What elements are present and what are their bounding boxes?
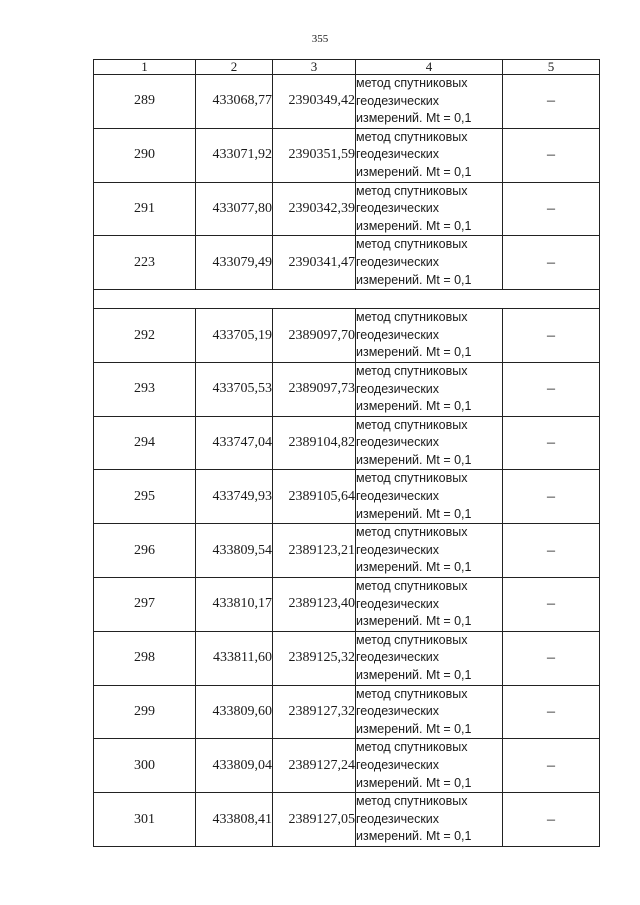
method-cell xyxy=(356,362,503,416)
column-header: 2 xyxy=(196,60,273,75)
column-5-value: – xyxy=(503,685,600,739)
table-row xyxy=(94,524,600,578)
method-line-2: геодезических xyxy=(356,381,440,396)
column-5-value: – xyxy=(503,416,600,470)
coordinate-y: 2389127,05 xyxy=(273,793,356,847)
separator-row xyxy=(94,290,600,309)
method-line-1: метод спутниковых xyxy=(356,183,468,198)
coordinate-x: 433705,19 xyxy=(196,309,273,363)
column-5-value: – xyxy=(503,236,600,290)
method-line-3: измерений. Mt = 0,1 xyxy=(356,345,472,360)
method-cell xyxy=(356,182,503,236)
method-line-3: измерений. Mt = 0,1 xyxy=(356,506,472,521)
method-line-3: измерений. Mt = 0,1 xyxy=(356,721,472,736)
table-row xyxy=(94,578,600,632)
method-line-2: геодезических xyxy=(356,93,440,108)
method-cell xyxy=(356,75,503,129)
method-line-1: метод спутниковых xyxy=(356,632,468,647)
header-row xyxy=(94,60,600,75)
table-row xyxy=(94,182,600,236)
point-number: 297 xyxy=(94,578,196,632)
coordinate-y: 2389097,70 xyxy=(273,309,356,363)
coordinate-y: 2389125,32 xyxy=(273,631,356,685)
method-line-2: геодезических xyxy=(356,704,440,719)
table-row xyxy=(94,236,600,290)
method-line-1: метод спутниковых xyxy=(356,471,468,486)
method-cell xyxy=(356,309,503,363)
coordinate-x: 433810,17 xyxy=(196,578,273,632)
method-line-3: измерений. Mt = 0,1 xyxy=(356,560,472,575)
coordinate-y: 2390342,39 xyxy=(273,182,356,236)
method-cell xyxy=(356,524,503,578)
method-cell xyxy=(356,739,503,793)
coordinate-y: 2389104,82 xyxy=(273,416,356,470)
point-number: 291 xyxy=(94,182,196,236)
page-number: 355 xyxy=(311,33,329,45)
method-line-3: измерений. Mt = 0,1 xyxy=(356,668,472,682)
column-5-value: – xyxy=(503,309,600,363)
coordinate-x: 433068,77 xyxy=(196,75,273,129)
coordinate-y: 2389123,21 xyxy=(273,524,356,578)
table-row xyxy=(94,631,600,685)
separator-cell xyxy=(94,290,600,309)
point-number: 299 xyxy=(94,685,196,739)
method-line-1: метод спутниковых xyxy=(356,794,468,809)
table-row xyxy=(94,75,600,129)
method-line-1: метод спутниковых xyxy=(356,686,468,701)
coordinate-x: 433071,92 xyxy=(196,128,273,182)
method-line-2: геодезических xyxy=(356,811,440,826)
point-number: 293 xyxy=(94,362,196,416)
method-line-3: измерений. Mt = 0,1 xyxy=(356,272,472,287)
coordinate-x: 433077,80 xyxy=(196,182,273,236)
point-number: 296 xyxy=(94,524,196,578)
column-header: 1 xyxy=(94,60,196,75)
method-line-3: измерений. Mt = 0,1 xyxy=(356,614,472,629)
point-number: 223 xyxy=(94,236,196,290)
coordinate-x: 433809,60 xyxy=(196,685,273,739)
column-header: 3 xyxy=(273,60,356,75)
method-cell xyxy=(356,631,503,685)
method-line-2: геодезических xyxy=(356,542,440,557)
method-cell xyxy=(356,416,503,470)
coordinate-x: 433747,04 xyxy=(196,416,273,470)
point-number: 289 xyxy=(94,75,196,129)
point-number: 301 xyxy=(94,793,196,847)
point-number: 300 xyxy=(94,739,196,793)
method-line-2: геодезических xyxy=(356,435,440,450)
coordinate-y: 2390351,59 xyxy=(273,128,356,182)
column-header: 5 xyxy=(503,60,600,75)
column-5-value: – xyxy=(503,362,600,416)
column-5-value: – xyxy=(503,75,600,129)
method-line-1: метод спутниковых xyxy=(356,310,468,325)
coordinate-x: 433705,53 xyxy=(196,362,273,416)
method-line-1: метод спутниковых xyxy=(356,417,468,432)
column-5-value: – xyxy=(503,631,600,685)
coordinate-x: 433809,04 xyxy=(196,739,273,793)
method-cell xyxy=(356,685,503,739)
method-line-2: геодезических xyxy=(356,147,440,162)
table-row xyxy=(94,685,600,739)
method-line-1: метод спутниковых xyxy=(356,363,468,378)
method-line-2: геодезических xyxy=(356,489,440,504)
method-cell xyxy=(356,578,503,632)
method-line-3: измерений. Mt = 0,1 xyxy=(356,164,472,179)
method-line-3: измерений. Mt = 0,1 xyxy=(356,111,472,126)
table-row xyxy=(94,793,600,847)
method-line-2: геодезических xyxy=(356,596,440,611)
method-line-2: геодезических xyxy=(356,650,440,665)
column-5-value: – xyxy=(503,524,600,578)
method-cell xyxy=(356,793,503,847)
method-line-2: геодезических xyxy=(356,201,440,216)
point-number: 290 xyxy=(94,128,196,182)
coordinate-x: 433749,93 xyxy=(196,470,273,524)
method-line-1: метод спутниковых xyxy=(356,740,468,755)
method-line-3: измерений. Mt = 0,1 xyxy=(356,452,472,467)
method-line-3: измерений. Mt = 0,1 xyxy=(356,775,472,790)
coordinate-y: 2389127,32 xyxy=(273,685,356,739)
table-row xyxy=(94,309,600,363)
coordinate-y: 2390349,42 xyxy=(273,75,356,129)
point-number: 298 xyxy=(94,631,196,685)
point-number: 292 xyxy=(94,309,196,363)
method-cell xyxy=(356,128,503,182)
coordinates-table xyxy=(93,59,600,847)
method-line-3: измерений. Mt = 0,1 xyxy=(356,829,472,844)
coordinate-y: 2389127,24 xyxy=(273,739,356,793)
column-5-value: – xyxy=(503,578,600,632)
coordinate-y: 2390341,47 xyxy=(273,236,356,290)
column-header: 4 xyxy=(356,60,503,75)
table-row xyxy=(94,739,600,793)
method-line-3: измерений. Mt = 0,1 xyxy=(356,399,472,414)
coordinate-y: 2389097,73 xyxy=(273,362,356,416)
method-line-1: метод спутниковых xyxy=(356,129,468,144)
method-line-3: измерений. Mt = 0,1 xyxy=(356,218,472,233)
coordinate-x: 433079,49 xyxy=(196,236,273,290)
method-cell xyxy=(356,236,503,290)
table-row xyxy=(94,470,600,524)
coordinate-y: 2389105,64 xyxy=(273,470,356,524)
table-row xyxy=(94,128,600,182)
coordinate-x: 433811,60 xyxy=(196,631,273,685)
method-line-1: метод спутниковых xyxy=(356,76,468,90)
method-line-1: метод спутниковых xyxy=(356,525,468,540)
table-row xyxy=(94,362,600,416)
method-line-2: геодезических xyxy=(356,327,440,342)
column-5-value: – xyxy=(503,470,600,524)
point-number: 295 xyxy=(94,470,196,524)
column-5-value: – xyxy=(503,182,600,236)
table-row xyxy=(94,416,600,470)
column-5-value: – xyxy=(503,739,600,793)
column-5-value: – xyxy=(503,793,600,847)
method-line-2: геодезических xyxy=(356,254,440,269)
point-number: 294 xyxy=(94,416,196,470)
coordinate-x: 433809,54 xyxy=(196,524,273,578)
column-5-value: – xyxy=(503,128,600,182)
method-line-1: метод спутниковых xyxy=(356,579,468,594)
method-cell xyxy=(356,470,503,524)
coordinate-y: 2389123,40 xyxy=(273,578,356,632)
method-line-1: метод спутниковых xyxy=(356,237,468,252)
coordinate-x: 433808,41 xyxy=(196,793,273,847)
method-line-2: геодезических xyxy=(356,757,440,772)
